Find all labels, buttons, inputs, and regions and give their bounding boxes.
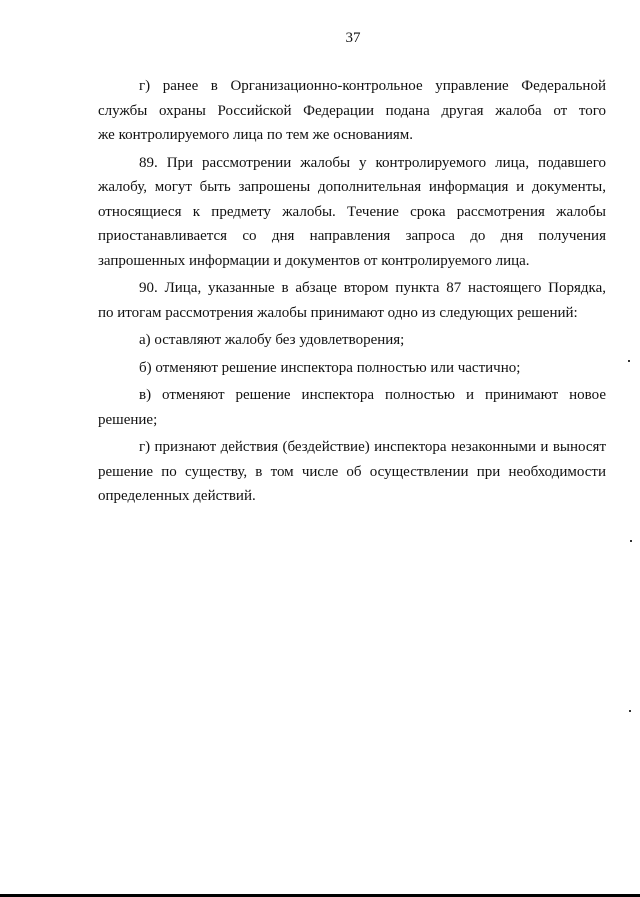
text-line: решение; [98, 411, 158, 428]
paragraph-90 [98, 276, 606, 325]
text-line: относящиеся к предмету жалобы. Течение срока рассмотрения жалобы [98, 203, 606, 220]
text-line: запрошенных информации и документов от контролируемого лица. [98, 252, 530, 269]
paragraph-90-a [98, 328, 606, 353]
paragraph-90-b [98, 356, 606, 381]
paragraph-g-ranee [98, 74, 606, 148]
text-line: определенных действий. [98, 488, 256, 504]
paragraph-90-v [98, 383, 606, 432]
text-line: жалобу, могут быть запрошены дополнительная информация и документы, [98, 179, 606, 195]
text-line: по итогам рассмотрения жалобы принимают одно из следующих решений: [98, 304, 578, 321]
scan-speck [629, 710, 631, 712]
text-line: а) оставляют жалобу без удовлетворения; [139, 332, 405, 348]
text-line: б) отменяют решение инспектора полностью или частично; [139, 359, 521, 376]
text-line: в) отменяют решение инспектора полностью и принимают новое [139, 387, 606, 403]
text-line: же контролируемого лица по тем же основаниям. [98, 127, 414, 143]
paragraph-90-g [98, 435, 606, 509]
scan-speck [628, 360, 630, 362]
document-body [98, 74, 606, 509]
text-line: 90. Лица, указанные в абзаце втором пункта 87 настоящего Порядка, [139, 280, 606, 296]
page-number: 37 [345, 30, 361, 46]
paragraph-89 [98, 151, 606, 274]
text-line: службы охраны Российской Федерации подана другая жалоба от того [98, 102, 606, 119]
text-line: решение по существу, в том числе об осуществлении при необходимости [98, 463, 606, 480]
text-line: г) признают действия (бездействие) инспектора незаконными и выносят [139, 439, 606, 455]
text-line: г) ранее в Организационно-контрольное управление Федеральной [139, 78, 606, 94]
text-line: приостанавливается со дня направления запроса до дня получения [98, 228, 606, 244]
text-line: 89. При рассмотрении жалобы у контролируемого лица, подавшего [139, 154, 606, 171]
scan-speck [630, 540, 632, 542]
